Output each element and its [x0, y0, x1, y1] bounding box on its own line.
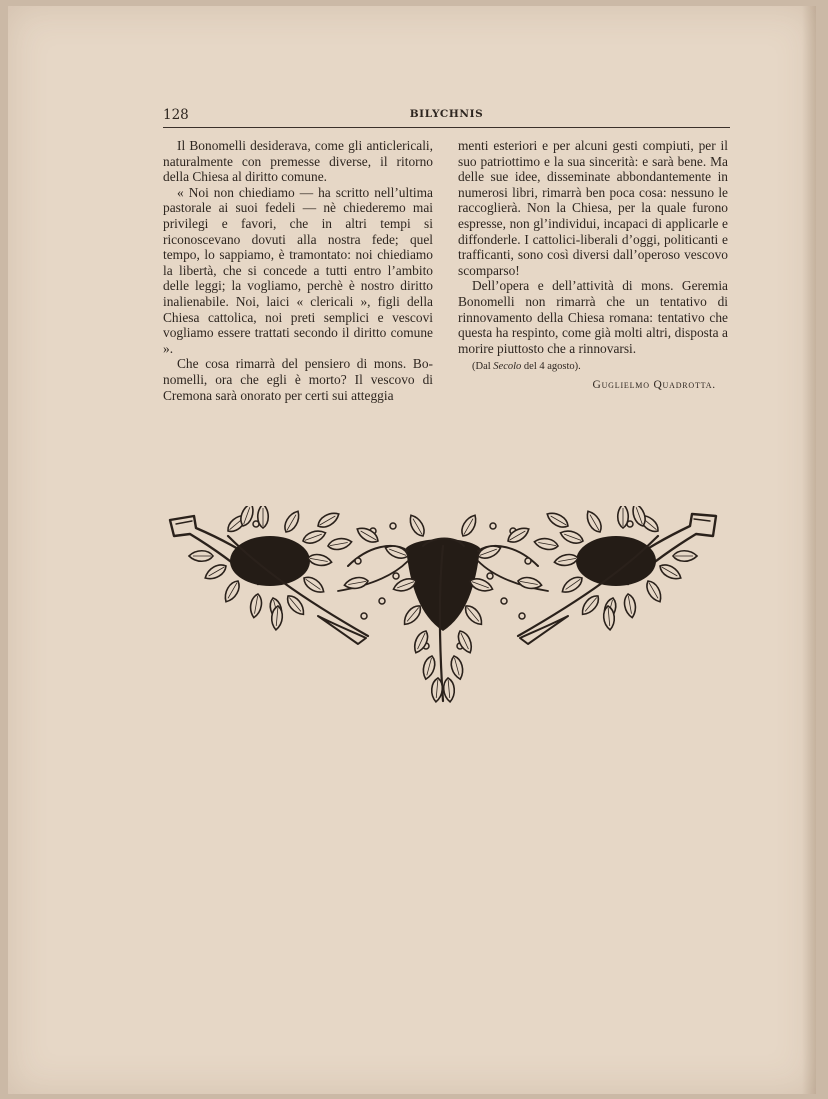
- source-title: Secolo: [493, 361, 522, 373]
- left-column: [163, 138, 433, 403]
- running-title: BILYCHNIS: [409, 108, 484, 120]
- author-signature: Guglielmo Quadrotta.: [592, 379, 716, 392]
- paragraph: « Noi non chiediamo — ha scritto nell’ultima pastorale ai suoi fedeli — nè chiederemo mai privilegi e favori, che in altri tempi si riconoscevano dovuti alla nostra fede; quel tempo, lo sappiamo, è tramontato: noi chiediamo la libertà, che si concede a tutti entro l’ambito delle leggi; la vogliamo, perchè è nostro diritto inalienabile. Noi, laici « clericali », figli della Chiesa cattolica, noi preti semplici e vescovi vogliamo essere trattati secondo il diritto comune ».: [163, 184, 433, 356]
- laurel-ornament-icon: [168, 506, 720, 711]
- page-number: 128: [163, 107, 189, 123]
- page-header: [163, 107, 730, 128]
- page: [8, 6, 816, 1094]
- paragraph: Che cosa rimarrà del pensiero di mons. Bonomelli, ora che egli è morto? Il vescovo di Cremona sarà onorato per certi sui atteggia: [163, 356, 433, 403]
- paragraph: Dell’opera e dell’attività di mons. Geremia Bonomelli non rimarrà che un tentativo di rinnovamento della Chiesa romana: tentativo che questa ha respinto, come già molti altri, disposta a morire piuttosto che a rinnovarsi.: [458, 278, 728, 356]
- source-note: (Dal Secolo del 4 agosto).: [472, 361, 581, 373]
- right-column: [458, 138, 728, 394]
- paragraph: Il Bonomelli desiderava, come gli anticlericali, naturalmente con premesse diverse, il ritorno della Chiesa al diritto comune.: [163, 138, 433, 185]
- paragraph: menti esteriori e per alcuni gesti compiuti, per il suo patriottimo e la sua sincerità: e sarà bene. Ma delle sue idee, disseminate abbondantemente in numerosi libri, rimarrà ben poca cosa: nessuno le raccoglierà. Non la Chiesa, per la quale furono espresse, non gl’individui, incapaci di applicarle e diffonderle. I cattolici-liberali d’oggi, politicanti e trafficanti, sono così diversi dall’operoso vescovo scomparso!: [458, 138, 728, 278]
